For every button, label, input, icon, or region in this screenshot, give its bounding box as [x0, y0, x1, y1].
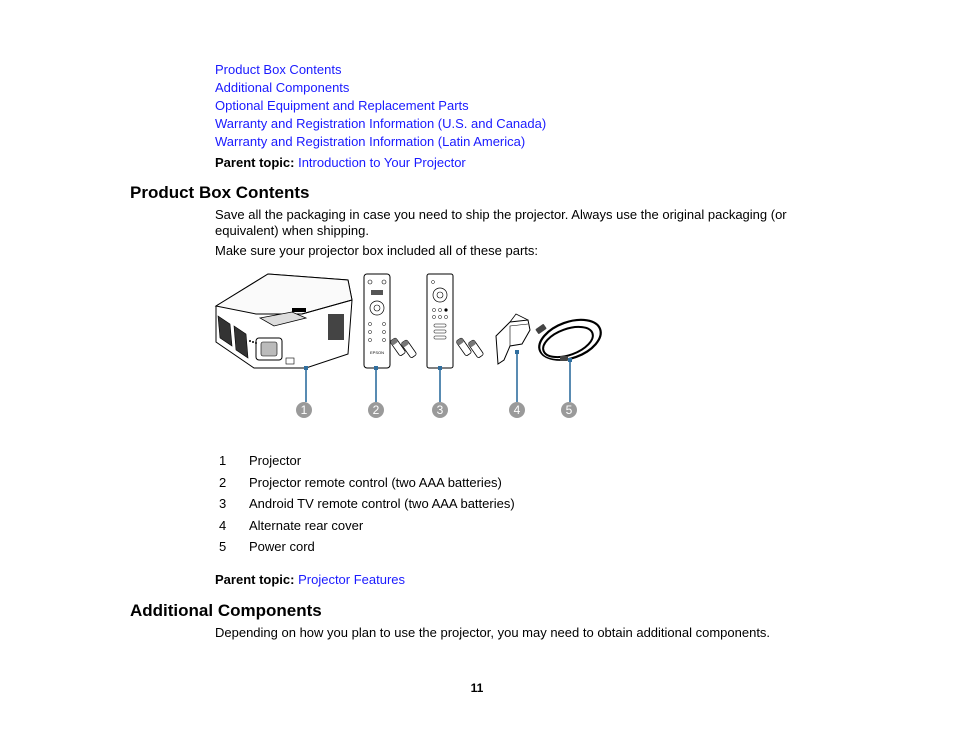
- callout-number-2: 2: [372, 403, 380, 417]
- page-number: 11: [470, 681, 484, 695]
- link-warranty-us-canada[interactable]: Warranty and Registration Information (U.S. and Canada): [215, 116, 547, 131]
- list-item-number: 5: [219, 539, 227, 555]
- projector-remote-drawing: [364, 274, 417, 368]
- list-item-text: Projector remote control (two AAA batteries): [249, 474, 502, 490]
- list-item-number: 4: [219, 517, 227, 533]
- box-contents-illustration: [210, 264, 610, 424]
- list-item-text: Alternate rear cover: [249, 517, 364, 533]
- list-item-number: 3: [219, 496, 227, 512]
- rear-cover-drawing: [496, 314, 530, 364]
- list-item-text: Power cord: [249, 539, 315, 555]
- parent-topic-link-features[interactable]: Projector Features: [298, 572, 406, 587]
- parent-topic-link-intro[interactable]: Introduction to Your Projector: [298, 155, 466, 170]
- link-product-box-contents[interactable]: Product Box Contents: [215, 62, 342, 77]
- link-additional-components[interactable]: Additional Components: [215, 80, 350, 95]
- android-tv-remote-drawing: [427, 274, 484, 368]
- callout-number-1: 1: [300, 403, 308, 417]
- parent-topic-2: [215, 572, 405, 587]
- projector-drawing: [216, 274, 352, 368]
- topic-link-list: [215, 61, 546, 151]
- parts-intro-paragraph: Make sure your projector box included all of these parts:: [215, 243, 539, 258]
- parent-topic-1: [215, 155, 466, 170]
- packaging-paragraph: Save all the packaging in case you need to ship the projector. Always use the original packaging (or equivalent) when shipping.: [215, 207, 787, 238]
- parent-topic-label: Parent topic:: [215, 572, 295, 587]
- list-item-text: Projector: [249, 453, 302, 468]
- callout-number-4: 4: [513, 403, 521, 417]
- list-item-text: Android TV remote control (two AAA batteries): [249, 496, 515, 512]
- heading-additional-components: Additional Components: [130, 601, 322, 620]
- link-optional-equipment[interactable]: Optional Equipment and Replacement Parts: [215, 98, 469, 113]
- additional-components-paragraph: Depending on how you plan to use the projector, you may need to obtain additional components.: [215, 625, 771, 640]
- parent-topic-label: Parent topic:: [215, 155, 295, 170]
- callout-number-5: 5: [565, 403, 573, 417]
- list-item-number: 2: [219, 474, 227, 490]
- link-warranty-latin-america[interactable]: Warranty and Registration Information (Latin America): [215, 134, 526, 149]
- heading-product-box-contents: Product Box Contents: [130, 183, 310, 202]
- list-item-number: 1: [219, 453, 227, 468]
- remote-logo: EPSON: [369, 350, 385, 355]
- callout-number-3: 3: [436, 403, 444, 417]
